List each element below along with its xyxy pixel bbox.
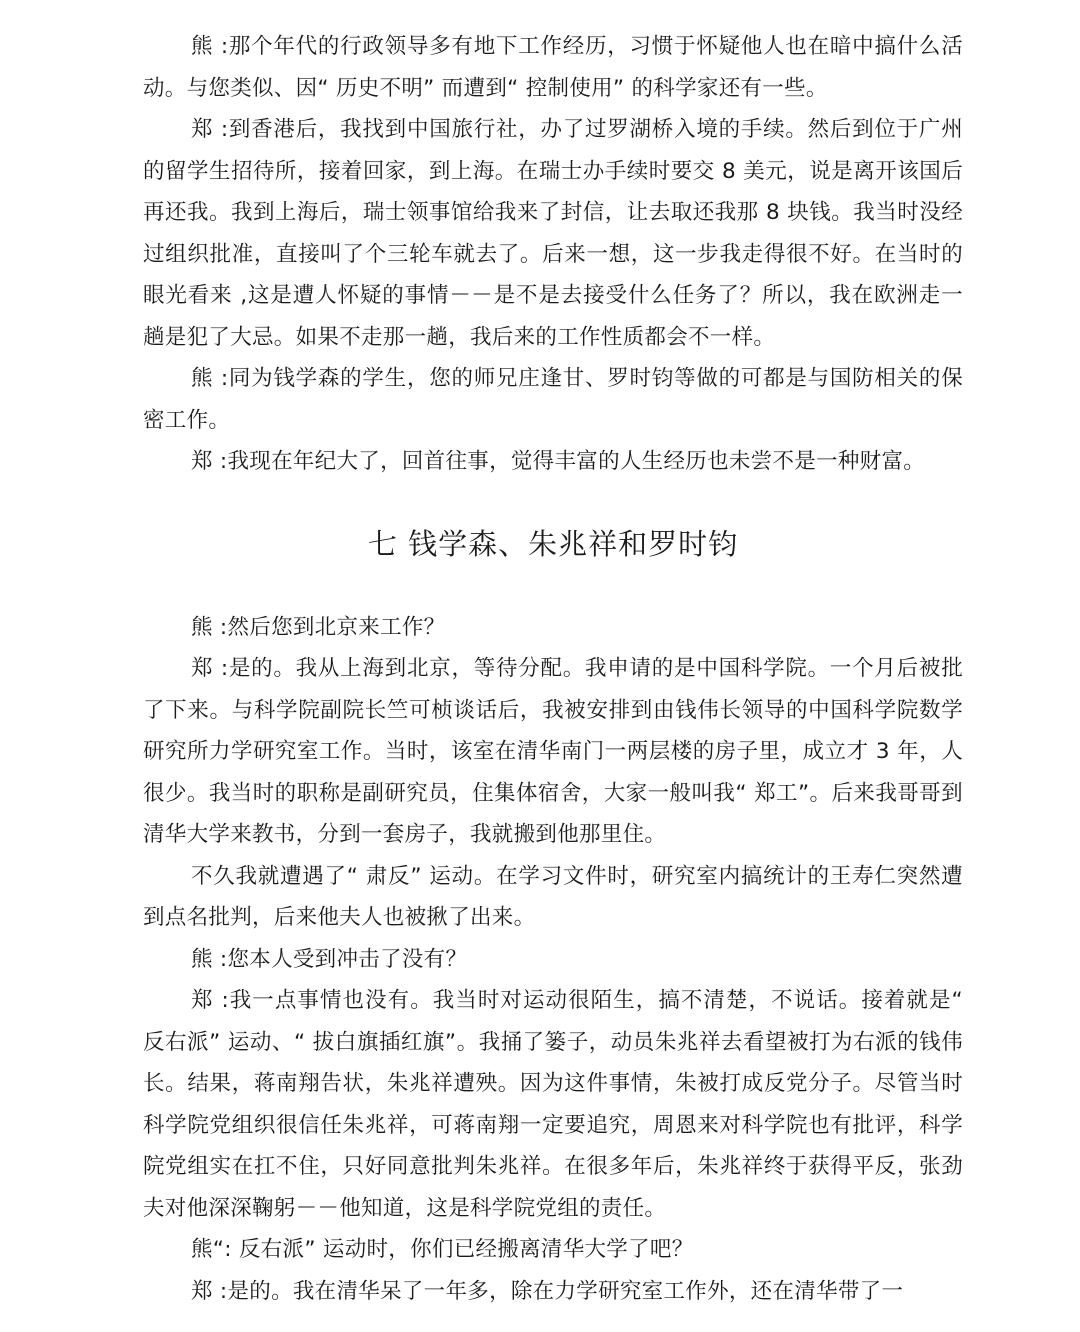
paragraph: 熊 :您本人受到冲击了没有？ bbox=[191, 946, 468, 972]
paragraph: 郑 :是的。我从上海到北京，等待分配。我申请的是中国科学院。一个月后被批了下来。与科学院副院长竺可桢谈话后，我被安排到由钱伟长领导的中国科学院数学研究所力学研究室工作。当时，该室在清华南门一两层楼的房子里，成立才 3 年，人很少。我当时的职称是副研究员，住集体宿舍，大家一般叫我“ 郑工”。后来我哥哥到清华大学来教书，分到一套房子，我就搬到他那里住。 bbox=[143, 656, 963, 847]
paragraph: 熊 :同为钱学森的学生，您的师兄庄逢甘、罗时钧等做的可都是与国防相关的保密工作。 bbox=[143, 366, 963, 433]
paragraph: 熊“: 反右派” 运动时，你们已经搬离清华大学了吧？ bbox=[191, 1237, 694, 1262]
paragraph: 郑 :我一点事情也没有。我当时对运动很陌生，搞不清楚，不说话。接着就是“ 反右派” 运动、“ 拔白旗插红旗”。我捅了篓子，动员朱兆祥去看望被打为右派的钱伟长。结果，蒋南翔告状，朱兆祥遭殃。因为这件事情，朱被打成反党分子。尽管当时科学院党组织很信任朱兆祥，可蒋南翔一定要追究，周恩来对科学院也有批评，科学院党组实在扛不住，只好同意批判朱兆祥。在很多年后，朱兆祥终于获得平反，张劲夫对他深深鞠躬－－他知道，这是科学院党组的责任。 bbox=[143, 988, 971, 1221]
paragraph: 熊 :那个年代的行政领导多有地下工作经历，习惯于怀疑他人也在暗中搞什么活动。与您类似、因“ 历史不明” 而遭到“ 控制使用” 的科学家还有一些。 bbox=[143, 34, 963, 101]
section-before-heading bbox=[143, 26, 963, 483]
section-heading: 七 钱学森、朱兆祥和罗时钧 bbox=[367, 526, 739, 561]
section-after-heading bbox=[143, 607, 971, 1313]
document-page bbox=[143, 26, 971, 1312]
paragraph: 郑 :是的。我在清华呆了一年多，除在力学研究室工作外，还在清华带了一 bbox=[191, 1278, 904, 1304]
paragraph: 郑 :我现在年纪大了，回首往事，觉得丰富的人生经历也未尝不是一种财富。 bbox=[191, 449, 926, 474]
paragraph: 熊 :然后您到北京来工作？ bbox=[191, 614, 446, 640]
paragraph: 不久我就遭遇了“ 肃反” 运动。在学习文件时，研究室内搞统计的王寿仁突然遭到点名批判，后来他夫人也被揪了出来。 bbox=[143, 863, 963, 930]
paragraph: 郑 :到香港后，我找到中国旅行社，办了过罗湖桥入境的手续。然后到位于广州的留学生招待所，接着回家，到上海。在瑞士办手续时要交 8 美元，说是离开该国后再还我。我到上海后，瑞士领事馆给我来了封信，让去取还我那 8 块钱。我当时没经过组织批准，直接叫了个三轮车就去了。后来一想，这一步我走得很不好。在当时的眼光看来 ,这是遭人怀疑的事情－－是不是去接受什么任务了？所以，我在欧洲走一趟是犯了大忌。如果不走那一趟，我后来的工作性质都会不一样。 bbox=[143, 117, 963, 350]
